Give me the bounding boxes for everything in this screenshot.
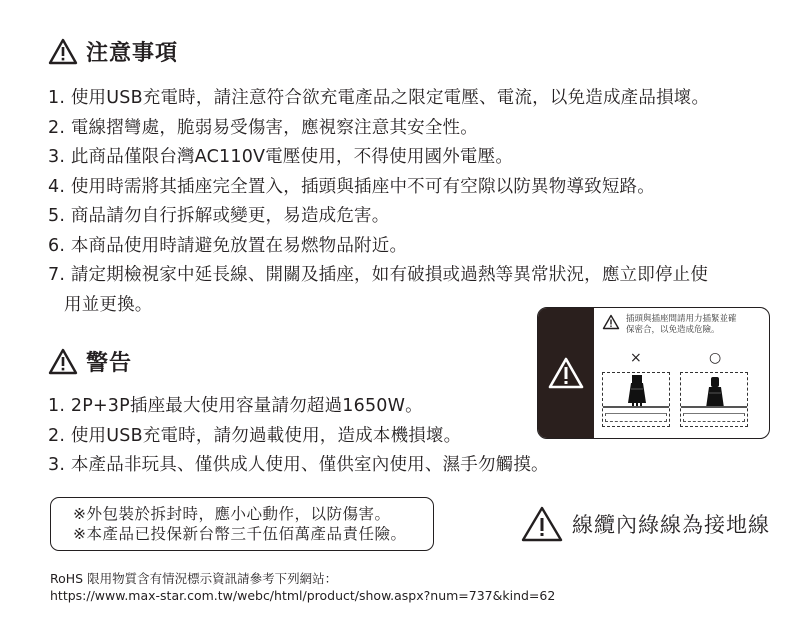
warning-item: 1. 2P+3P插座最大使用容量請勿超過1650W。 xyxy=(48,396,423,416)
notice-list xyxy=(48,84,709,320)
plug-insertion-card xyxy=(537,307,770,439)
rohs-url[interactable]: https://www.max-star.com.tw/webc/html/product/show.aspx?num=737&kind=62 xyxy=(50,588,556,603)
rohs-text: RoHS 限用物質含有情況標示資訊請參考下列網站： xyxy=(50,571,338,586)
notice-item: 3. 此商品僅限台灣AC110V電壓使用，不得使用國外電壓。 xyxy=(48,147,514,167)
insurance-note: ※本產品已投保新台幣三千伍佰萬產品責任險。 xyxy=(73,525,407,543)
notice-item: 5. 商品請勿自行拆解或變更，易造成危害。 xyxy=(48,206,390,226)
warning-title: 警告 xyxy=(86,351,133,376)
card-content xyxy=(594,308,769,438)
card-message-line2: 保密合，以免造成危險。 xyxy=(626,325,720,335)
plug-icon xyxy=(703,375,727,409)
rohs-footer xyxy=(50,570,555,604)
notice-item: 7. 請定期檢視家中延長線、開關及插座，如有破損或過熱等異常狀況，應立即停止使 xyxy=(48,265,709,285)
card-message xyxy=(602,314,737,336)
notice-title: 注意事項 xyxy=(86,41,179,66)
warning-item: 3. 本產品非玩具、僅供成人使用、僅供室內使用、濕手勿觸摸。 xyxy=(48,455,549,475)
ground-wire-note xyxy=(520,505,770,543)
warning-list xyxy=(48,392,549,481)
card-warning-panel xyxy=(538,308,594,438)
card-message-line1: 插頭與插座間請用力插緊並確 xyxy=(626,314,737,324)
warning-triangle-icon xyxy=(48,38,78,65)
notice-item: 1. 使用USB充電時，請注意符合欲充電產品之限定電壓、電流，以免造成產品損壞。 xyxy=(48,88,710,108)
warning-triangle-icon xyxy=(48,348,78,375)
notice-item-continuation: 用並更換。 xyxy=(64,294,153,315)
packaging-note: ※外包裝於拆封時，應小心動作，以防傷害。 xyxy=(73,505,391,523)
warning-triangle-icon xyxy=(547,356,585,390)
notice-heading xyxy=(48,36,178,67)
warning-item: 2. 使用USB充電時，請勿過載使用，造成本機損壞。 xyxy=(48,425,462,446)
wrong-mark: × xyxy=(630,350,642,366)
ground-wire-text: 線纜內綠線為接地線 xyxy=(572,513,770,537)
wrong-insertion-diagram xyxy=(602,372,670,427)
warning-triangle-icon xyxy=(520,505,564,543)
correct-insertion-diagram xyxy=(680,372,748,427)
warning-heading xyxy=(48,346,132,377)
notice-item: 2. 電線摺彎處，脆弱易受傷害，應視察注意其安全性。 xyxy=(48,117,478,138)
warning-triangle-icon xyxy=(602,314,620,330)
notice-item: 6. 本商品使用時請避免放置在易燃物品附近。 xyxy=(48,235,408,256)
plug-icon xyxy=(625,375,649,409)
correct-mark: ○ xyxy=(709,350,722,366)
notice-item: 4. 使用時需將其插座完全置入，插頭與插座中不可有空隙以防異物導致短路。 xyxy=(48,176,655,197)
packaging-insurance-note xyxy=(50,497,434,551)
